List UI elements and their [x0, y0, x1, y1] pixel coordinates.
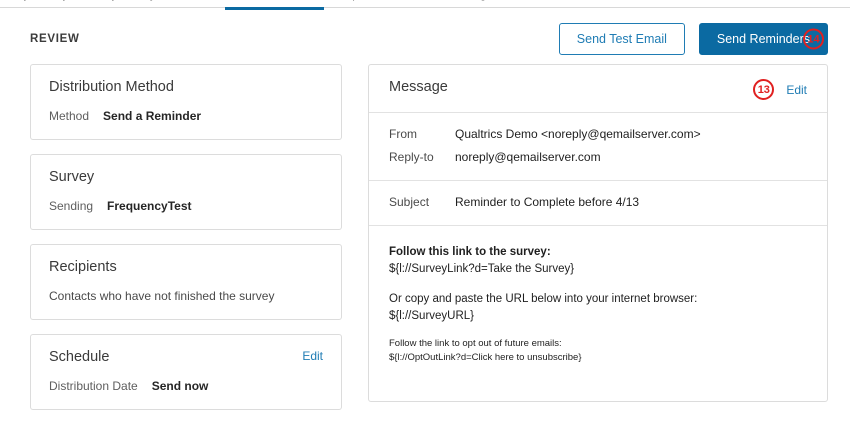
schedule-edit-link[interactable]: Edit: [302, 349, 323, 363]
step-marker-13: 13: [753, 79, 774, 100]
distribution-date-value: Send now: [151, 379, 209, 393]
tab-tools[interactable]: [170, 0, 225, 10]
message-panel: [368, 64, 828, 402]
body-line3: Or copy and paste the URL below into your internet browser:: [389, 292, 698, 305]
sending-key: Sending: [49, 199, 94, 213]
reply-to-row: [389, 150, 807, 164]
distribution-date-row: [49, 379, 323, 393]
recipients-card: [30, 244, 342, 320]
step-marker-14: 14: [803, 29, 824, 50]
header-actions: [559, 23, 828, 56]
schedule-card-head: [49, 349, 323, 379]
tab-account-settings[interactable]: [392, 0, 506, 10]
body-line2: ${l://SurveyLink?d=Take the Survey}: [389, 263, 575, 276]
summary-column: [30, 64, 342, 424]
main-tab-strip[interactable]: [0, 0, 850, 8]
survey-title: Survey: [49, 169, 95, 185]
recipients-title: Recipients: [49, 259, 117, 275]
body-line4: ${l://SurveyURL}: [389, 309, 475, 322]
distribution-method-row: [49, 109, 323, 123]
tab-list: [0, 0, 506, 10]
subject-key: Subject: [389, 195, 430, 209]
schedule-card: [30, 334, 342, 410]
survey-sending-row: [49, 199, 323, 213]
distribution-method-card: [30, 64, 342, 140]
message-panel-head: [369, 65, 827, 113]
message-subject-section: [369, 181, 827, 226]
tab-distributions[interactable]: [225, 0, 324, 10]
send-test-email-button[interactable]: Send Test Email: [559, 23, 685, 56]
schedule-title: Schedule: [49, 349, 110, 365]
body-optout1: Follow the link to opt out of future emails:: [389, 338, 562, 349]
distribution-method-title: Distribution Method: [49, 79, 174, 95]
message-body-survey-url: [389, 291, 807, 326]
survey-card: [30, 154, 342, 230]
sending-value: FrequencyTest: [107, 199, 192, 213]
message-body-optout: [389, 337, 807, 365]
tab-my-library[interactable]: [88, 0, 170, 10]
distribution-date-key: Distribution Date: [49, 379, 138, 393]
method-value: Send a Reminder: [103, 109, 202, 123]
from-row: [389, 127, 807, 141]
tab-my-surveys[interactable]: [0, 0, 88, 10]
body-optout2: ${l://OptOutLink?d=Click here to unsubscribe}: [389, 351, 582, 363]
review-header: [0, 8, 850, 64]
message-edit-wrap: [753, 79, 807, 100]
message-edit-link[interactable]: Edit: [786, 82, 807, 97]
body-line1: Follow this link to the survey:: [389, 246, 551, 258]
recipients-description: Contacts who have not finished the survey: [49, 289, 275, 303]
message-column: [368, 64, 828, 424]
subject-row: [389, 195, 807, 209]
from-value: Qualtrics Demo <noreply@qemailserver.com>: [455, 127, 701, 141]
message-title: Message: [389, 79, 448, 95]
method-key: Method: [49, 109, 90, 123]
message-body-survey-link: [389, 244, 807, 279]
review-body: [0, 64, 850, 424]
tab-reports[interactable]: [324, 0, 392, 10]
page-title: REVIEW: [30, 33, 80, 45]
message-sender-section: [369, 113, 827, 181]
from-key: From: [389, 127, 417, 141]
reply-to-value: noreply@qemailserver.com: [455, 150, 601, 164]
subject-value: Reminder to Complete before 4/13: [455, 195, 640, 209]
send-reminders-button[interactable]: Send Reminders: [699, 23, 828, 56]
message-body-preview: [369, 226, 827, 395]
reply-to-key: Reply-to: [389, 150, 434, 164]
